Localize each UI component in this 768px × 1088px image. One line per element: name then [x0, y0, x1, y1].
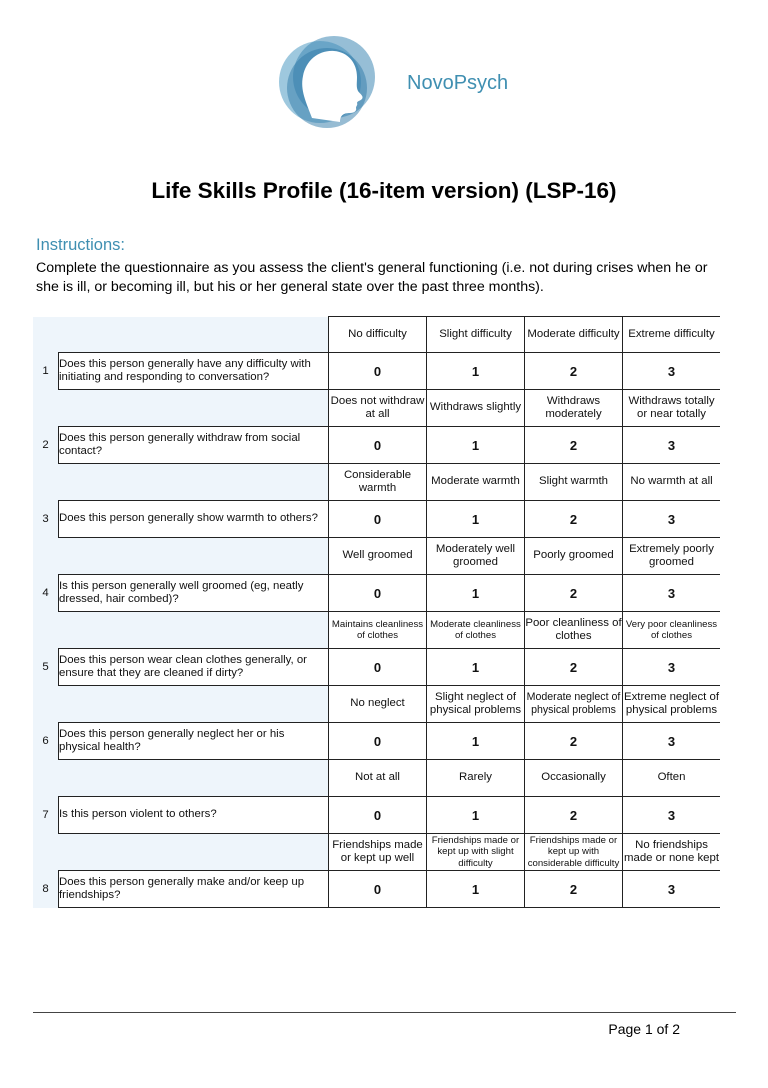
- option-label: Withdraws moderately: [525, 390, 623, 427]
- question-spacer: [59, 464, 329, 501]
- item-number: 4: [33, 575, 59, 612]
- column-header: No difficulty: [329, 317, 427, 353]
- label-row: [33, 612, 720, 649]
- header-row: [33, 317, 720, 353]
- score-option[interactable]: 2: [525, 723, 623, 760]
- question-text: Is this person violent to others?: [59, 797, 329, 834]
- score-option[interactable]: 3: [623, 649, 721, 686]
- question-text: Does this person generally neglect her or his physical health?: [59, 723, 329, 760]
- brand-name: NovoPsych: [407, 72, 509, 94]
- column-header: Moderate difficulty: [525, 317, 623, 353]
- question-spacer: [59, 760, 329, 797]
- score-option[interactable]: 0: [329, 649, 427, 686]
- score-option[interactable]: 3: [623, 353, 721, 390]
- question-row: [33, 501, 720, 538]
- option-label: Moderate warmth: [427, 464, 525, 501]
- question-row: [33, 797, 720, 834]
- label-row: [33, 464, 720, 501]
- score-option[interactable]: 2: [525, 427, 623, 464]
- score-option[interactable]: 2: [525, 353, 623, 390]
- option-label: No neglect: [329, 686, 427, 723]
- option-label: Moderate cleanliness of clothes: [427, 612, 525, 649]
- option-label: Friendships made or kept up well: [329, 834, 427, 871]
- question-spacer: [59, 612, 329, 649]
- score-option[interactable]: 2: [525, 501, 623, 538]
- page-number: Page 1 of 2: [608, 1021, 680, 1037]
- question-row: [33, 353, 720, 390]
- novopsych-logo: [272, 30, 380, 134]
- score-option[interactable]: 3: [623, 501, 721, 538]
- label-row: [33, 538, 720, 575]
- item-number: 8: [33, 871, 59, 908]
- score-option[interactable]: 3: [623, 871, 721, 908]
- option-label: Slight warmth: [525, 464, 623, 501]
- label-row: [33, 760, 720, 797]
- row-number-spacer: [33, 612, 59, 649]
- option-label: Rarely: [427, 760, 525, 797]
- head-profile-logo-icon: [272, 30, 380, 134]
- score-option[interactable]: 3: [623, 575, 721, 612]
- question-text: Does this person generally show warmth to others?: [59, 501, 329, 538]
- score-option[interactable]: 1: [427, 353, 525, 390]
- option-label: Very poor cleanliness of clothes: [623, 612, 721, 649]
- option-label: Withdraws slightly: [427, 390, 525, 427]
- score-option[interactable]: 2: [525, 797, 623, 834]
- score-option[interactable]: 1: [427, 797, 525, 834]
- score-option[interactable]: 0: [329, 575, 427, 612]
- row-number-spacer: [33, 686, 59, 723]
- option-label: Well groomed: [329, 538, 427, 575]
- item-number: 3: [33, 501, 59, 538]
- score-option[interactable]: 1: [427, 575, 525, 612]
- question-text: Does this person generally withdraw from social contact?: [59, 427, 329, 464]
- question-text: Does this person wear clean clothes generally, or ensure that they are cleaned if dirty?: [59, 649, 329, 686]
- option-label: Not at all: [329, 760, 427, 797]
- option-label: Friendships made or kept up with considerable difficulty: [525, 834, 623, 871]
- page-title: Life Skills Profile (16-item version) (LSP-16): [151, 178, 617, 203]
- question-spacer: [59, 390, 329, 427]
- score-option[interactable]: 1: [427, 501, 525, 538]
- row-number-spacer: [33, 464, 59, 501]
- score-option[interactable]: 0: [329, 501, 427, 538]
- option-label: Poor cleanliness of clothes: [525, 612, 623, 649]
- item-number: 6: [33, 723, 59, 760]
- question-spacer: [59, 538, 329, 575]
- question-spacer: [59, 686, 329, 723]
- score-option[interactable]: 1: [427, 871, 525, 908]
- question-spacer: [59, 317, 329, 353]
- score-option[interactable]: 0: [329, 353, 427, 390]
- score-option[interactable]: 0: [329, 427, 427, 464]
- question-text: Does this person generally have any difficulty with initiating and responding to conversation?: [59, 353, 329, 390]
- option-label: Slight neglect of physical problems: [427, 686, 525, 723]
- option-label: Extreme neglect of physical problems: [623, 686, 721, 723]
- option-label: Considerable warmth: [329, 464, 427, 501]
- row-number-spacer: [33, 834, 59, 871]
- option-label: Poorly groomed: [525, 538, 623, 575]
- score-option[interactable]: 2: [525, 871, 623, 908]
- question-spacer: [59, 834, 329, 871]
- score-option[interactable]: 1: [427, 427, 525, 464]
- question-row: [33, 871, 720, 908]
- option-label: Withdraws totally or near totally: [623, 390, 721, 427]
- question-row: [33, 575, 720, 612]
- column-header: Slight difficulty: [427, 317, 525, 353]
- score-option[interactable]: 0: [329, 871, 427, 908]
- column-header: Extreme difficulty: [623, 317, 721, 353]
- question-row: [33, 649, 720, 686]
- score-option[interactable]: 0: [329, 723, 427, 760]
- score-option[interactable]: 3: [623, 427, 721, 464]
- question-text: Is this person generally well groomed (eg, neatly dressed, hair combed)?: [59, 575, 329, 612]
- row-number-spacer: [33, 760, 59, 797]
- score-option[interactable]: 1: [427, 723, 525, 760]
- footer-divider: [33, 1012, 736, 1013]
- question-text: Does this person generally make and/or keep up friendships?: [59, 871, 329, 908]
- item-number: 2: [33, 427, 59, 464]
- label-row: [33, 834, 720, 871]
- option-label: Does not withdraw at all: [329, 390, 427, 427]
- item-number: 5: [33, 649, 59, 686]
- option-label: Moderate neglect of physical problems: [525, 686, 623, 723]
- option-label: Often: [623, 760, 721, 797]
- option-label: Friendships made or kept up with slight difficulty: [427, 834, 525, 871]
- score-option[interactable]: 0: [329, 797, 427, 834]
- option-label: No friendships made or none kept: [623, 834, 721, 871]
- score-option[interactable]: 2: [525, 575, 623, 612]
- score-option[interactable]: 3: [623, 797, 721, 834]
- item-number: 1: [33, 353, 59, 390]
- row-number-spacer: [33, 317, 59, 353]
- option-label: No warmth at all: [623, 464, 721, 501]
- instructions-text: Complete the questionnaire as you assess the client's general functioning (i.e. not during crises when he or she is ill, or becoming ill, but his or her general state over the past three months).: [36, 260, 708, 295]
- score-option[interactable]: 1: [427, 649, 525, 686]
- option-label: Moderately well groomed: [427, 538, 525, 575]
- question-row: [33, 427, 720, 464]
- row-number-spacer: [33, 538, 59, 575]
- label-row: [33, 686, 720, 723]
- option-label: Maintains cleanliness of clothes: [329, 612, 427, 649]
- option-label: Occasionally: [525, 760, 623, 797]
- label-row: [33, 390, 720, 427]
- question-row: [33, 723, 720, 760]
- row-number-spacer: [33, 390, 59, 427]
- instructions-heading: Instructions:: [36, 236, 125, 254]
- score-option[interactable]: 2: [525, 649, 623, 686]
- score-option[interactable]: 3: [623, 723, 721, 760]
- lsp-16-questionnaire-table: [33, 316, 720, 908]
- option-label: Extremely poorly groomed: [623, 538, 721, 575]
- item-number: 7: [33, 797, 59, 834]
